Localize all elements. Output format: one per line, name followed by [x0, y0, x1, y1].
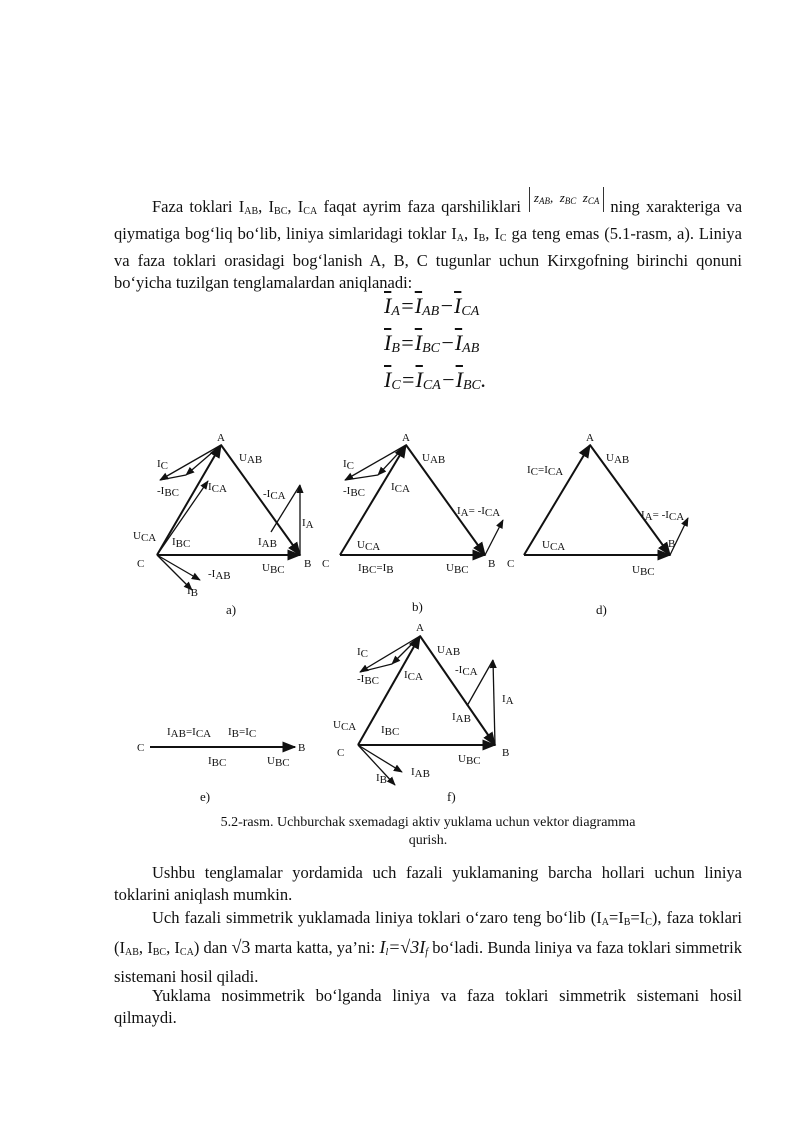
svg-text:IC: IC	[157, 458, 169, 472]
svg-text:C: C	[337, 747, 345, 759]
svg-text:UCA: UCA	[133, 530, 157, 544]
svg-text:ICA: ICA	[404, 669, 423, 683]
line-phase-relation: $I_l=√3I_f$	[379, 937, 429, 958]
paragraph-4: Yuklama nosimmetrik bo‘lganda liniya va faza toklari simmetrik sistemani hosil qilmaydi.	[114, 986, 742, 1027]
svg-text:UAB: UAB	[606, 452, 630, 466]
svg-text:IA= -ICA: IA= -ICA	[457, 505, 501, 519]
svg-text:UAB: UAB	[422, 452, 446, 466]
svg-text:IBC: IBC	[172, 536, 191, 550]
svg-text:IAB: IAB	[258, 536, 277, 550]
svg-text:IC=ICA: IC=ICA	[527, 464, 564, 478]
impedance-group: $z_{AB}$, $z_{BC}$ $z_{CA}$	[529, 187, 604, 212]
equation-a: $\overline{I}_A=\overline{I}_{AB}-\overline{I}_{CA}$	[384, 293, 480, 319]
svg-text:-ICA: -ICA	[263, 488, 286, 502]
svg-text:UCA: UCA	[542, 539, 566, 553]
svg-text:IA: IA	[302, 517, 314, 531]
svg-text:B: B	[668, 538, 676, 550]
svg-text:IAB: IAB	[411, 766, 430, 780]
panel-label-a: a)	[226, 602, 237, 617]
svg-text:A: A	[217, 432, 225, 444]
svg-text:-IAB: -IAB	[208, 568, 231, 582]
panel-label-e: e)	[200, 789, 211, 804]
figure-caption: 5.2-rasm. Uchburchak sxemadagi aktiv yuklama uchun vektor diagramma qurish.	[220, 815, 636, 848]
svg-text:UBC: UBC	[632, 564, 655, 578]
svg-text:B: B	[304, 558, 312, 570]
svg-text:C: C	[322, 558, 330, 570]
svg-text:IC: IC	[357, 646, 369, 660]
equation-b: $\overline{I}_B=\overline{I}_{BC}-\overline{I}_{AB}$	[384, 330, 480, 356]
svg-text:IC: IC	[343, 458, 355, 472]
svg-text:IB: IB	[187, 585, 199, 599]
intro-paragraph: Faza toklari $I_{AB}$, $I_{BC}$, $I_{CA}$ faqat ayrim faza qarshiliklari $z_{AB}$, $z_{BC}$ $z_{CA}$ ning xarakteriga va qiymatiga bog‘liq bo‘lib, liniya simlaridagi toklar $I_A$, $I_B$, $I_C$ ga teng emas (5.1-rasm, a). Liniya va faza toklari orasidagi bog‘lanish A, B, C tugunlar uchun Kirxgofning birinchi qonuni bo‘yicha tuzilgan tenglamalardan aniqlanadi:	[114, 196, 742, 294]
panel-labels	[200, 599, 607, 804]
svg-text:IAB: IAB	[452, 711, 471, 725]
svg-text:UCA: UCA	[333, 719, 357, 733]
svg-text:B: B	[502, 747, 510, 759]
svg-text:UBC: UBC	[267, 755, 290, 769]
panel-label-b: b)	[412, 599, 423, 614]
sqrt3-symbol: √3	[231, 937, 251, 957]
svg-text:IAB=ICA: IAB=ICA	[167, 726, 212, 740]
svg-text:ICA: ICA	[208, 481, 227, 495]
svg-text:IB: IB	[376, 772, 388, 786]
svg-text:UBC: UBC	[458, 753, 481, 767]
svg-text:A: A	[402, 432, 410, 444]
equation-c: $\overline{I}_C=\overline{I}_{CA}-\overline{I}_{BC}$.	[384, 367, 487, 393]
svg-text:UAB: UAB	[437, 644, 461, 658]
svg-text:A: A	[586, 432, 594, 444]
panel-label-d: d)	[596, 602, 607, 617]
svg-text:UBC: UBC	[262, 562, 285, 576]
svg-text:C: C	[507, 558, 515, 570]
svg-text:C: C	[137, 558, 145, 570]
svg-text:-IBC: -IBC	[157, 485, 180, 499]
svg-text:A: A	[416, 622, 424, 634]
svg-text:C: C	[137, 742, 145, 754]
svg-text:UBC: UBC	[446, 562, 469, 576]
svg-text:IBC: IBC	[381, 724, 400, 738]
svg-text:UAB: UAB	[239, 452, 263, 466]
svg-text:IBC=IB: IBC=IB	[358, 562, 394, 576]
svg-text:-ICA: -ICA	[455, 664, 478, 678]
svg-text:IB=IC: IB=IC	[228, 726, 257, 740]
panel-label-f: f)	[447, 789, 456, 804]
svg-text:IBC: IBC	[208, 755, 227, 769]
paragraph-2: Ushbu tenglamalar yordamida uch fazali yuklamaning barcha hollari uchun liniya toklarini aniqlash mumkin.	[114, 863, 742, 904]
svg-text:-IBC: -IBC	[343, 485, 366, 499]
svg-text:B: B	[488, 558, 496, 570]
svg-text:IA= -ICA: IA= -ICA	[641, 509, 685, 523]
paragraph-3: Uch fazali simmetrik yuklamada liniya toklari o‘zaro teng bo‘lib $(I_A=I_B=I_C)$, faza toklari ($I_{AB}$, $I_{BC}$, $I_{CA}$) dan √3 marta katta, ya’ni: $I_l=√3I_f$ bo‘ladi. Bunda liniya va faza toklari simmetrik sistemani hosil qiladi.	[114, 908, 743, 986]
svg-text:-IBC: -IBC	[357, 673, 380, 687]
svg-text:B: B	[298, 742, 306, 754]
svg-text:IA: IA	[502, 693, 514, 707]
svg-text:ICA: ICA	[391, 481, 410, 495]
svg-text:UCA: UCA	[357, 539, 381, 553]
